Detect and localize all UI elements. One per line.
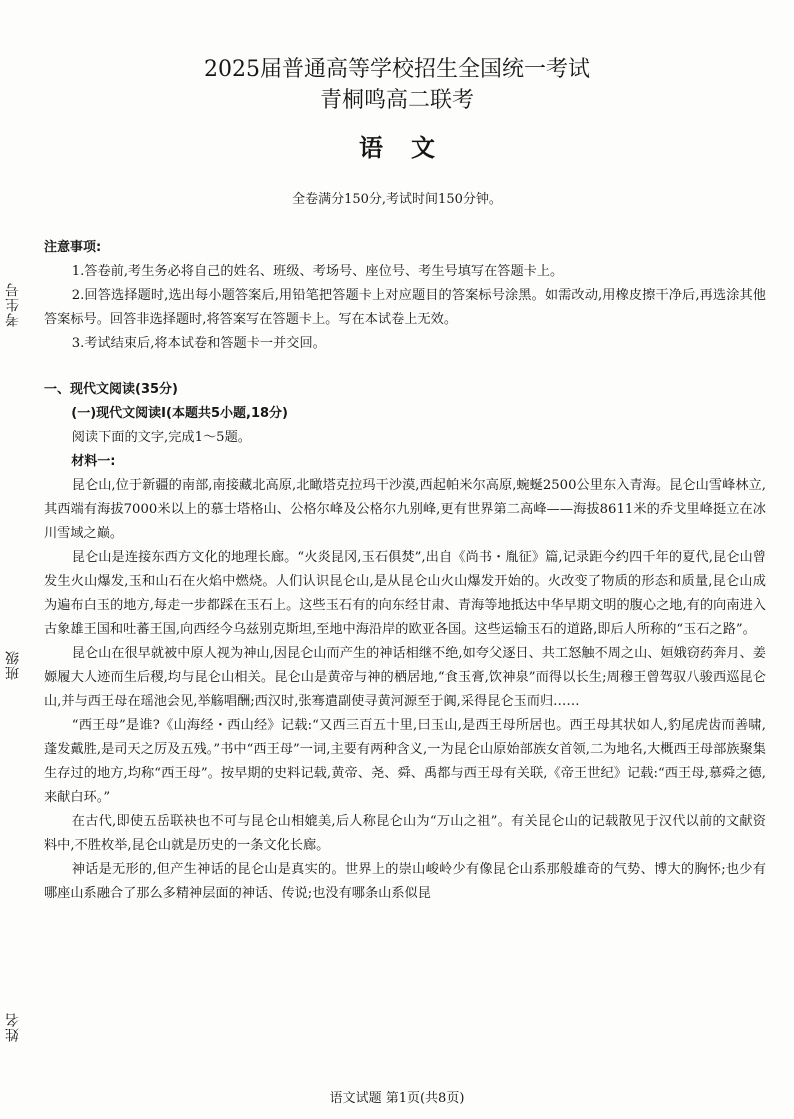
passage-paragraph: 在古代,即使五岳联袂也不可与昆仑山相媲美,后人称昆仑山为“万山之祖”。有关昆仑山的记载散见于汉代以前的文献资料中,不胜枚举,昆仑山就是历史的一条文化长廊。 [44, 814, 766, 853]
subject-title: 语文 [359, 133, 463, 162]
note-item: 1.答卷前,考生务必将自己的姓名、班级、考场号、座位号、考生号填写在答题卡上。 [71, 264, 564, 279]
passage-paragraph: 昆仑山,位于新疆的南部,南接藏北高原,北瞰塔克拉玛干沙漠,西起帕米尔高原,蜿蜒2500公里东入青海。昆仑山雪峰林立,其西端有海拔7000米以上的慕士塔格山、公格尔峰及公格尔九别峰,更有世界第二高峰——海拔8611米的乔戈里峰挺立在冰川雪域之巅。 [44, 478, 766, 541]
section-heading: 一、现代文阅读(35分) [44, 382, 178, 397]
page-footer: 语文试题 第1页(共8页) [329, 1091, 465, 1106]
score-time-note: 全卷满分150分,考试时间150分钟。 [292, 192, 502, 207]
note-item: 3.考试结束后,将本试卷和答题卡一并交回。 [71, 336, 326, 351]
note-item: 2.回答选择题时,选出每小题答案后,用铅笔把答题卡上对应题目的答案标号涂黑。如需改动,用橡皮擦干净后,再选涂其他答案标号。回答非选择题时,将答案写在答题卡上。写在本试卷上无效。 [44, 288, 766, 327]
exam-number-label: 考生号 [5, 282, 21, 327]
exam-header [0, 56, 794, 163]
page-body [44, 236, 766, 906]
passage-paragraph: 神话是无形的,但产生神话的昆仑山是真实的。世界上的崇山峻岭少有像昆仑山系那般雄奇的气势、博大的胸怀;也少有哪座山系融合了那么多精神层面的神话、传说;也没有哪条山系似昆 [44, 862, 766, 901]
notes-heading: 注意事项: [44, 240, 102, 255]
subsection-heading: (一)现代文阅读Ⅰ(本题共5小题,18分) [71, 406, 288, 421]
passage-paragraph: “西王母”是谁?《山海经・西山经》记载:“又西三百五十里,曰玉山,是西王母所居也。西王母其状如人,豹尾虎齿而善啸,蓬发戴胜,是司天之厉及五残。”书中“西王母”一词,主要有两种含义,一为昆仑山原始部族女首领,二为地名,大概西王母部族聚集生存过的地方,均称“西王母”。按早期的史料记载,黄帝、尧、舜、禹都与西王母有关联,《帝王世纪》记载:“西王母,慕舜之德,来献白环。” [44, 718, 766, 805]
passage-paragraph: 昆仑山在很早就被中原人视为神山,因昆仑山而产生的神话相继不绝,如夸父逐日、共工怒触不周之山、姮娥窃药奔月、姜嫄履大人迹而生后稷,均与昆仑山相关。昆仑山是黄帝与神的栖居地,“食玉膏,饮神泉”而得以长生;周穆王曾驾驭八骏西巡昆仑山,并与西王母在瑶池会见,举觞唱酬;西汉时,张骞遣副使寻黄河源至于阗,采得昆仑玉而归…… [44, 646, 766, 709]
class-label: 班级 [5, 650, 21, 680]
exam-subtitle: 青桐鸣高二联考 [319, 88, 474, 113]
passage-paragraph: 昆仑山是连接东西方文化的地理长廊。“火炎昆冈,玉石俱焚”,出自《尚书・胤征》篇,记录距今约四千年的夏代,昆仑山曾发生火山爆发,玉和山石在火焰中燃烧。人们认识昆仑山,是从昆仑山火山爆发开始的。火改变了物质的形态和质量,昆仑山成为遍布白玉的地方,每走一步都踩在玉石上。这些玉石有的向东经甘肃、青海等地抵达中华早期文明的腹心之地,有的向南进入古象雄王国和吐蕃王国,向西经今乌兹别克斯坦,至地中海沿岸的欧亚各国。这些运输玉石的道路,即后人所称的“玉石之路”。 [44, 550, 766, 637]
material-label: 材料一: [71, 454, 116, 469]
reading-instruction: 阅读下面的文字,完成1～5题。 [71, 430, 251, 445]
exam-title: 2025届普通高等学校招生全国统一考试 [204, 57, 590, 82]
name-label: 姓名 [5, 1012, 21, 1042]
